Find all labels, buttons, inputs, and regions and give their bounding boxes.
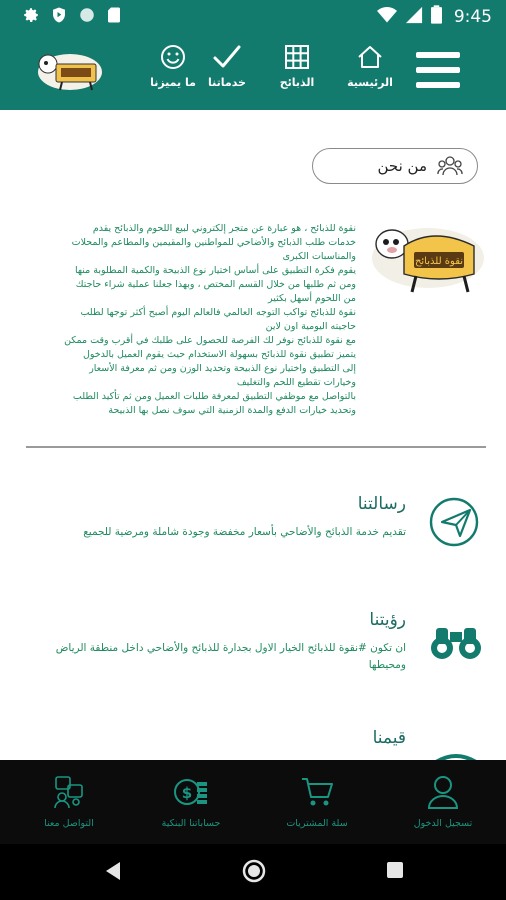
svg-text:$: $ [181,784,193,802]
settings-gear-icon [22,6,40,28]
nav-label-services: خدماتنا [208,76,246,89]
bottom-nav-cart-label: سلة المشتريات [286,818,348,829]
shield-play-icon [50,6,68,28]
system-nav-bar [0,844,506,900]
bottom-nav-login-label: تسجيل الدخول [413,818,473,829]
intro-line: نقوة للذبائح تواكب التوجه العالمي فالعالم اليوم أصبح أكثر توجها لطلب [80,307,356,318]
intro-line: خدمات طلب الذبائح والأضاحي للمواطنين والمقيمين والمطاعم والمحلات [71,237,356,248]
paper-plane-icon [428,494,484,550]
values-title: قيمنا [372,728,406,748]
intro-logo [368,216,488,298]
bottom-nav-contact-label: التواصل معنا [44,818,94,829]
home-icon [356,44,384,70]
signal-icon [405,6,423,28]
nav-label-features: ما يميزنا [150,76,196,89]
intro-line: وتحديد خيارات الدفع والمدة الزمنية التي سوف نصل بها الذبيحة [108,405,356,416]
about-us-label: من نحن [377,157,427,175]
intro-line: والمناسبات الكبرى [282,251,356,262]
naqwa-sheep-logo-icon [34,44,106,96]
intro-line: ومن ثم طلبها من خلال القسم المختص ، وبهذا جعلنا عملية شراء حاجتك [75,279,356,290]
intro-paragraph [16,222,356,418]
status-clock: 9:45 [453,6,492,27]
svg-text:نقوة للذبائح: نقوة للذبائح [414,256,464,267]
contact-icon [52,775,86,809]
intro-line: وخيارات تقطيع اللحم والتغليف [236,377,356,388]
naqwa-sheep-logo-icon [368,216,488,298]
sd-card-icon [106,6,122,28]
hamburger-menu-icon[interactable] [416,52,460,88]
mission-title: رسالتنا [357,494,406,514]
user-icon [426,774,460,810]
group-icon [437,155,463,177]
nav-label-sacrifices: الذبائح [279,76,315,89]
nav-item-home[interactable] [335,40,405,89]
intro-line: يتميز تطبيق نقوة للذبائح بسهولة الاستخدام حيث يقوم العميل بالدخول [82,349,356,360]
circle-icon [78,6,96,28]
app-header [0,32,506,110]
section-divider [26,446,486,448]
intro-line: بالتواصل مع موظفي التطبيق لمعرفة طلبات العميل ومن ثم تأكيد الطلب [72,391,356,402]
binoculars-icon [428,610,484,666]
nav-item-services[interactable] [192,40,262,89]
intro-line: من اللحوم أسهل بكثير [267,293,356,304]
bottom-nav-cart[interactable] [262,772,372,829]
check-icon [212,43,242,71]
intro-line: مع نقوة للذبائح نوفر لك الفرصة للحصول على طلبك في أقرب وقت ممكن [64,335,356,346]
home-circle-icon[interactable] [242,859,266,883]
intro-line: حاجيته اليومية اون لاين [265,321,356,332]
status-bar [0,0,506,32]
back-icon[interactable] [104,861,122,881]
wifi-icon [377,6,397,28]
intro-line: يقوم فكرة التطبيق على أساس اختيار نوع الذبيحة والكمية المطلوبة منها [75,265,356,276]
nav-label-home: الرئيسية [347,76,393,89]
battery-icon [431,5,442,28]
about-us-button[interactable] [312,148,478,184]
nav-item-sacrifices[interactable] [262,40,332,89]
coins-icon [173,774,209,810]
mission-body: تقديم خدمة الذبائح والأضاحي بأسعار مخفضة وجودة شاملة ومرضية للجميع [83,526,406,538]
intro-line: نقوة للذبائح ، هو عبارة عن متجر إلكتروني لبيع اللحوم والذبائح يقدم [92,223,356,234]
intro-line: إلى التطبيق واختيار نوع الذبيحة وتحديد الوزن ومن ثم معرفة الأسعار [89,363,356,374]
cart-icon [300,776,334,808]
grid-icon [284,44,310,70]
bottom-nav-contact[interactable] [14,772,124,829]
smile-icon [159,43,187,71]
recents-icon[interactable] [386,861,404,879]
bottom-nav [0,760,506,844]
vision-title: رؤيتنا [369,610,406,630]
header-logo[interactable] [34,44,106,96]
bottom-nav-bank-accounts-label: حساباتنا البنكية [161,818,221,829]
bottom-nav-login[interactable] [388,772,498,829]
bottom-nav-bank-accounts[interactable] [136,772,246,829]
vision-body: ان تكون #نقوة للذبائح الخيار الاول بجدارة للذبائح والأضاحي داخل منطقة الرياض ومحيطها [55,642,406,671]
